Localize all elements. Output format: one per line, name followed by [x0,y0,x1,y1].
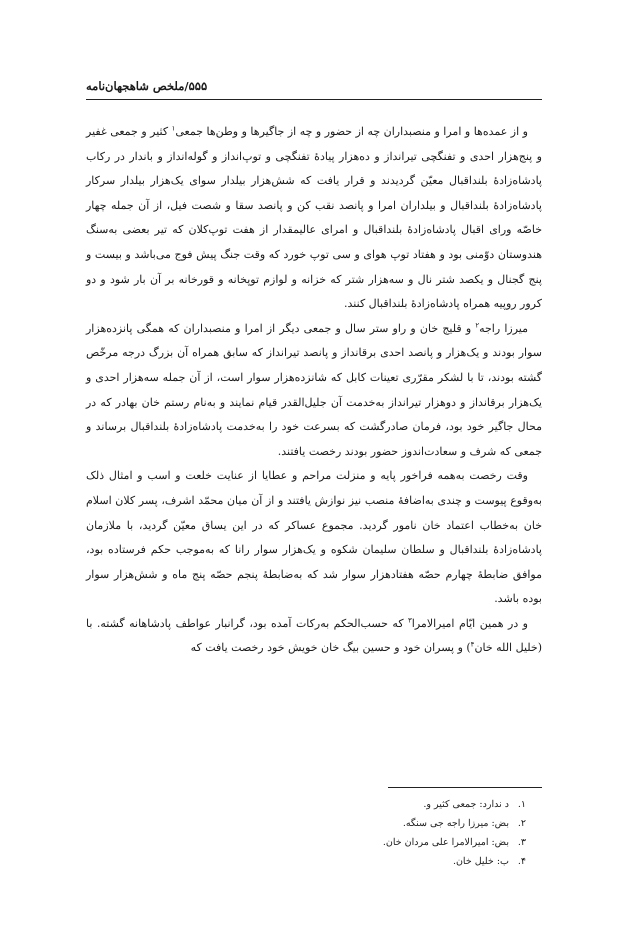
footnote-ref: ۳ [408,616,412,625]
text-run: که حسب‌الحکم به‌رکات آمده بود، گرانبار عواطف پادشاهانه گشته. با (خلیل الله خان [86,616,542,655]
paragraph [86,317,542,465]
paragraph [86,120,542,317]
footnote-ref: ۱ [171,124,176,133]
paragraph [86,464,542,612]
text-run: و قلیج خان و راو ستر سال و جمعی دیگر از امرا و منصبداران که همگی پانزده‌هزار سوار بودند و یک‌هزار و پانصد احدی برقانداز و پانصد تیرانداز که سابق همراه آن بزرگ درجه مرخّص گشته بودند، تا با لشکر مقرّری تعینات کابل که شانزده‌هزار سوار است، از آن جمله سه‌هزار احدی و یک‌هزار برقانداز و دوهزار تیرانداز به‌خدمت آن جلیل‌القدر قیام نمایند و به‌نام رستم خان بهادر که در محال جاگیر خود بود، فرمان صادرگشت که بسرعت خود را به‌خدمت پادشاه‌زادهٔ بلنداقبال برساند و جمعی که شرف و سعادت‌اندوز حضور بودند رخصت یافتند. [86,321,542,458]
footnote [86,833,542,852]
header-rule [86,99,542,100]
footnote-number: ۳. [517,837,526,848]
footnote-text: د ندارد: جمعی کثیر و. [423,799,509,810]
main-text [86,120,542,661]
text-run: کثیر و جمعی غفیر و پنج‌هزار احدی و تفنگچی تیرانداز و ده‌هزار پیادهٔ تفنگچی و توپ‌انداز و گوله‌انداز و باندار در رکاب پادشاه‌زادهٔ بلنداقبال معیّن گردیدند و قرار یافت که شش‌هزار بیلدار سوای یک‌هزار بیلدار سرکار پادشاه‌زادهٔ بلنداقبال و بیلداران امرا و پانصد نقب کن و پانصد سقا و شصت فیل، از آن جمله چهار خاصّه ورای اقبال پادشاه‌زادهٔ بلنداقبال و امرای عالیمقدار از هفت توپ‌کلان که تیر بعضی به‌سنگ هندوستان دوّمنی بود و هفتاد توپ هوای و سی توپ خورد که وقت جنگ پیش فوج می‌باشد و بیست و پنج گجنال و یکصد شتر نال و سه‌هزار شتر که خزانه و لوازم توپخانه و قورخانه بر آن بار شود و دو کرور روپیه همراه پادشاه‌زادهٔ بلنداقبال کنند. [86,125,542,311]
running-header: ۵۵۵/ملخص شاهجهان‌نامه [86,79,208,93]
footnote-separator [388,787,542,788]
footnote [86,852,542,871]
text-run: و از عمده‌ها و امرا و منصبداران چه از حضور و چه از جاگیرها و وطن‌ها جمعی [175,125,528,138]
footnote [86,814,542,833]
footnote-ref: ۴ [470,640,475,649]
text-run: ) و پسران خود و حسین بیگ خان خویش خود رخصت یافت که [190,641,471,655]
paragraph [86,612,542,661]
footnote [86,795,542,814]
text-run: وقت رخصت به‌همه فراخور پایه و منزلت مراحم و عطایا از عنایت خلعت و اسب و امثال ذلک به‌وقوع پیوست و چندی به‌اضافهٔ منصب نیز نوازش یافتند و از آن میان محمّد اشرف، پسر کلان اسلام خان به‌خطاب اعتماد خان نامور گردید. مجموع عساکر که در این یساق معیّن گردید، با ملازمان پادشاه‌زادهٔ بلنداقبال و سلطان سلیمان شکوه و یک‌هزار سوار رانا که به‌موجب حکم فرستاده بود، موافق ضابطهٔ چهارم حصّه هفتادهزار سوار شد که به‌ضابطهٔ پنجم حصّه پنج ماه و شش‌هزار سوار بوده باشد. [86,469,542,606]
footnote-number: ۱. [517,799,526,810]
text-run: میرزا راجه [479,321,528,335]
footnote-text: بض: امیرالامرا علی مردان خان. [382,837,509,848]
footnote-ref: ۲ [475,321,480,330]
footnote-number: ۲. [517,818,526,829]
footnotes-list [86,795,542,871]
text-run: و در همین ایّام امیرالامرا [411,616,528,630]
footnote-text: بض: میرزا راجه جی سنگه. [402,818,509,829]
footnote-number: ۴. [517,856,526,867]
footnote-text: ب: خلیل خان. [452,856,509,867]
